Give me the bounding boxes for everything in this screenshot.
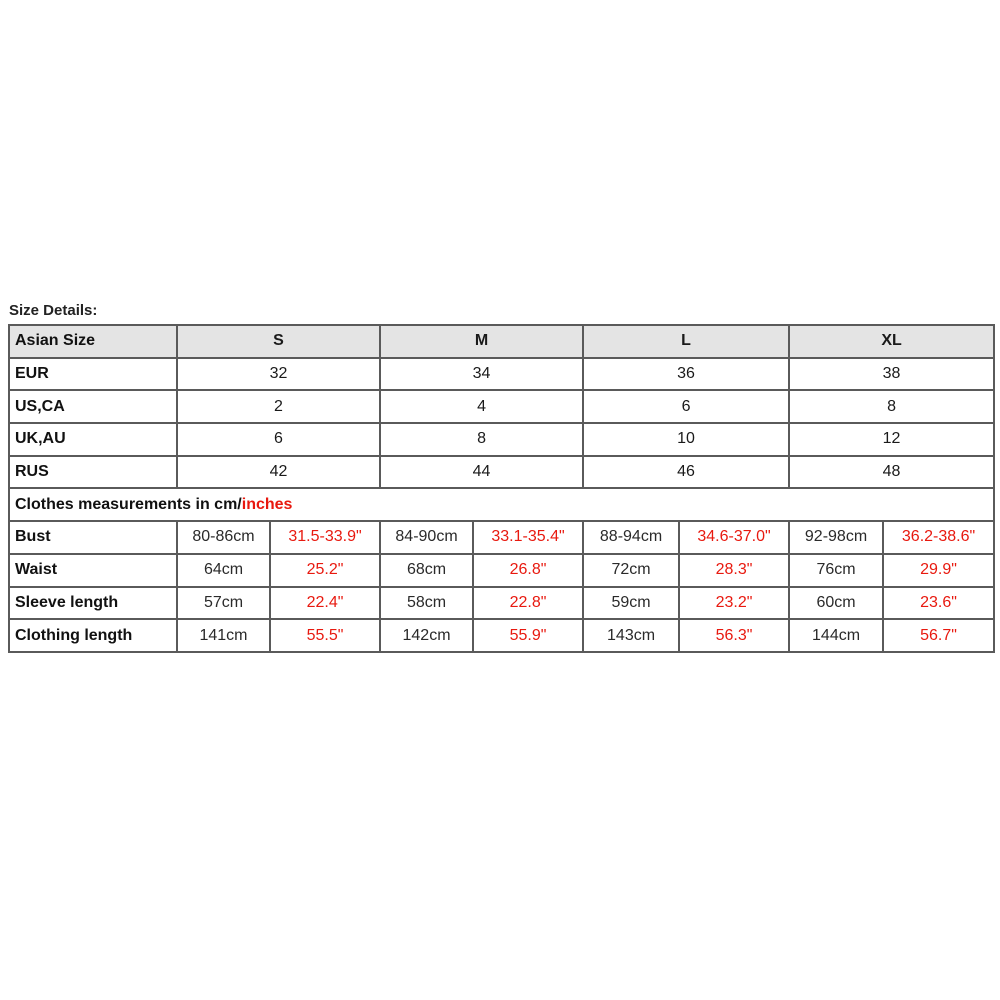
row-label: UK,AU bbox=[9, 423, 177, 456]
cm-cell: 68cm bbox=[380, 554, 473, 587]
table-cell: 6 bbox=[583, 390, 789, 423]
inch-cell: 23.6" bbox=[883, 587, 994, 620]
table-row bbox=[9, 521, 994, 554]
inch-cell: 25.2" bbox=[270, 554, 380, 587]
table-row bbox=[9, 554, 994, 587]
inch-cell: 23.2" bbox=[679, 587, 789, 620]
cm-cell: 88-94cm bbox=[583, 521, 679, 554]
header-label: Asian Size bbox=[9, 325, 177, 358]
inch-cell: 56.7" bbox=[883, 619, 994, 652]
section-row bbox=[9, 488, 994, 521]
row-label: EUR bbox=[9, 358, 177, 391]
inch-cell: 31.5-33.9" bbox=[270, 521, 380, 554]
table-cell: 8 bbox=[789, 390, 994, 423]
inch-cell: 36.2-38.6" bbox=[883, 521, 994, 554]
table-cell: 12 bbox=[789, 423, 994, 456]
table-cell: 10 bbox=[583, 423, 789, 456]
section-label bbox=[9, 488, 994, 521]
cm-cell: 64cm bbox=[177, 554, 270, 587]
table-row bbox=[9, 456, 994, 489]
inch-cell: 29.9" bbox=[883, 554, 994, 587]
row-label: Sleeve length bbox=[9, 587, 177, 620]
table-cell: 32 bbox=[177, 358, 380, 391]
size-header-l: L bbox=[583, 325, 789, 358]
table-row bbox=[9, 390, 994, 423]
cm-cell: 57cm bbox=[177, 587, 270, 620]
size-header-m: M bbox=[380, 325, 583, 358]
row-label: RUS bbox=[9, 456, 177, 489]
table-cell: 2 bbox=[177, 390, 380, 423]
table-cell: 42 bbox=[177, 456, 380, 489]
inch-cell: 22.4" bbox=[270, 587, 380, 620]
size-header-s: S bbox=[177, 325, 380, 358]
cm-cell: 80-86cm bbox=[177, 521, 270, 554]
inch-cell: 33.1-35.4" bbox=[473, 521, 583, 554]
table-cell: 6 bbox=[177, 423, 380, 456]
table-cell: 36 bbox=[583, 358, 789, 391]
inch-cell: 55.5" bbox=[270, 619, 380, 652]
inch-cell: 34.6-37.0" bbox=[679, 521, 789, 554]
cm-cell: 92-98cm bbox=[789, 521, 883, 554]
row-label: Clothing length bbox=[9, 619, 177, 652]
table-header-row bbox=[9, 325, 994, 358]
table-cell: 46 bbox=[583, 456, 789, 489]
row-label: Bust bbox=[9, 521, 177, 554]
cm-cell: 144cm bbox=[789, 619, 883, 652]
table-cell: 8 bbox=[380, 423, 583, 456]
inch-cell: 28.3" bbox=[679, 554, 789, 587]
table-row bbox=[9, 587, 994, 620]
cm-cell: 143cm bbox=[583, 619, 679, 652]
table-row bbox=[9, 358, 994, 391]
size-header-xl: XL bbox=[789, 325, 994, 358]
cm-cell: 142cm bbox=[380, 619, 473, 652]
cm-cell: 84-90cm bbox=[380, 521, 473, 554]
inch-cell: 26.8" bbox=[473, 554, 583, 587]
table-cell: 4 bbox=[380, 390, 583, 423]
table-row bbox=[9, 619, 994, 652]
cm-cell: 59cm bbox=[583, 587, 679, 620]
table-row bbox=[9, 423, 994, 456]
inch-cell: 55.9" bbox=[473, 619, 583, 652]
inch-cell: 56.3" bbox=[679, 619, 789, 652]
page-title: Size Details: bbox=[9, 302, 98, 319]
cm-cell: 141cm bbox=[177, 619, 270, 652]
table-cell: 34 bbox=[380, 358, 583, 391]
section-label-accent: inches bbox=[241, 495, 293, 513]
cm-cell: 72cm bbox=[583, 554, 679, 587]
table-cell: 38 bbox=[789, 358, 994, 391]
cm-cell: 58cm bbox=[380, 587, 473, 620]
section-label-prefix: Clothes measurements in cm/ bbox=[15, 495, 242, 513]
size-table bbox=[8, 324, 995, 653]
row-label: Waist bbox=[9, 554, 177, 587]
table-cell: 48 bbox=[789, 456, 994, 489]
inch-cell: 22.8" bbox=[473, 587, 583, 620]
table-cell: 44 bbox=[380, 456, 583, 489]
row-label: US,CA bbox=[9, 390, 177, 423]
cm-cell: 60cm bbox=[789, 587, 883, 620]
cm-cell: 76cm bbox=[789, 554, 883, 587]
